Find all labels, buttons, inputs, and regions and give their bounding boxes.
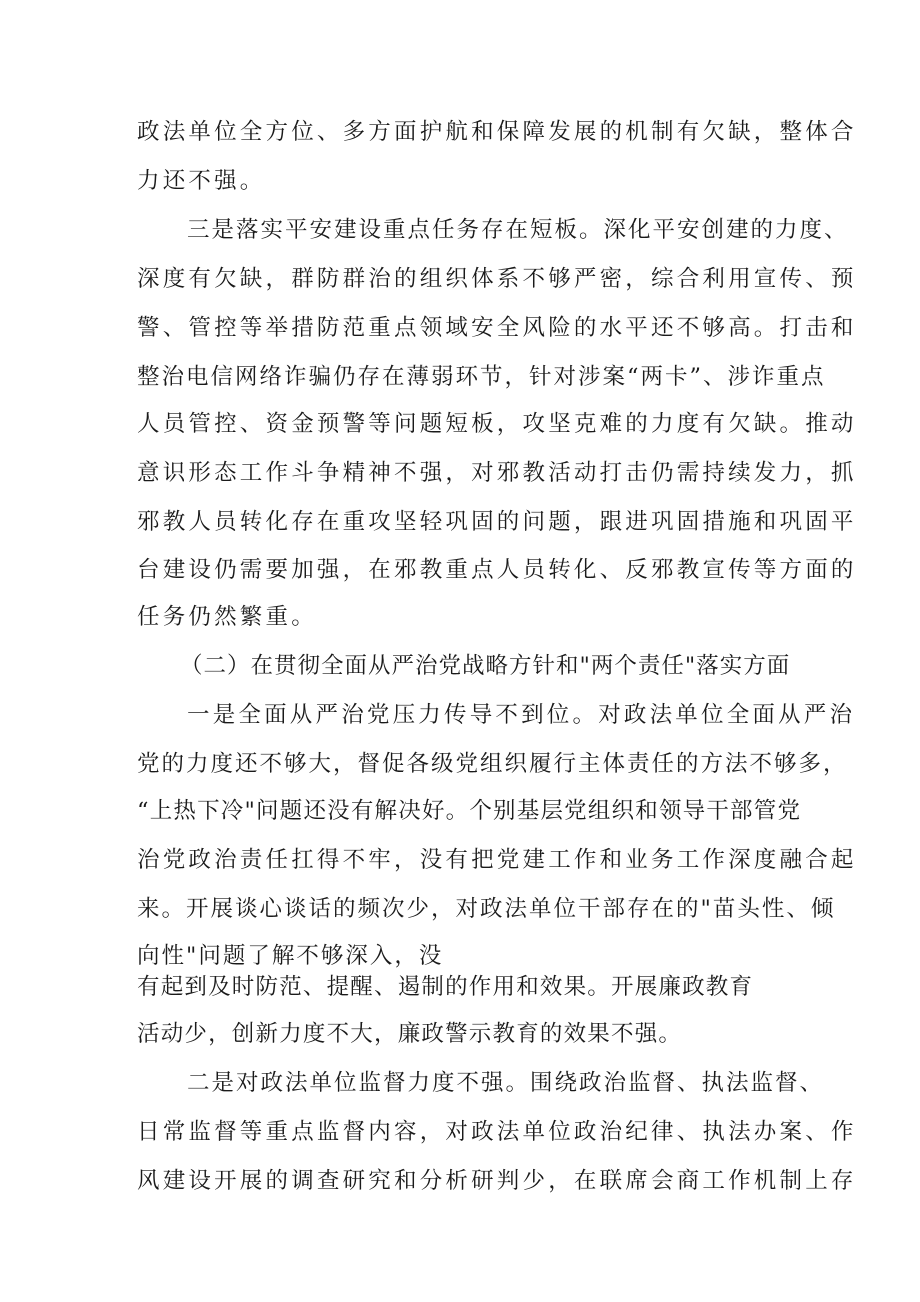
text-line: 向性"问题了解不够深入，没 [137,943,444,969]
section-heading: （二）在贯彻全面从严治党战略方针和"两个责任"落实方面 [180,653,791,679]
text-line: “上热下冷"问题还没有解决好。个别基层党组织和领导干部管党 [137,798,802,824]
text-line: 深度有欠缺，群防群治的组织体系不够严密，综合利用宣传、预 [137,266,857,292]
paragraph-start: 一是全面从严治党压力传导不到位。对政法单位全面从严治 [187,702,856,728]
text-line: 党的力度还不够大，督促各级党组织履行主体责任的方法不够多， [137,751,848,777]
text-line: 政法单位全方位、多方面护航和保障发展的机制有欠缺，整体合 [137,119,857,145]
paragraph-start: 三是落实平安建设重点任务存在短板。深化平安创建的力度、 [187,217,849,243]
text-line: 来。开展谈心谈话的频次少，对政法单位干部存在的"苗头性、倾 [137,896,836,922]
text-line: 治党政治责任扛得不牢，没有把党建工作和业务工作深度融合起 [137,847,857,873]
text-line: 意识形态工作斗争精神不强，对邪教活动打击仍需持续发力，抓 [137,460,857,486]
text-line: 人员管控、资金预警等问题短板，攻坚克难的力度有欠缺。推动 [137,411,857,437]
text-line: 日常监督等重点监督内容，对政法单位政治纪律、执法办案、作 [137,1119,857,1145]
text-line: 任务仍然繁重。 [137,604,317,630]
text-line: 力还不强。 [137,168,266,194]
text-line: 有起到及时防范、提醒、遏制的作用和效果。开展廉政教育 [137,974,754,1000]
paragraph-start: 二是对政法单位监督力度不强。围绕政治监督、执法监督、 [187,1070,825,1096]
text-line: 活动少，创新力度不大，廉政警示教育的效果不强。 [137,1021,683,1047]
text-line: 整治电信网络诈骗仍存在薄弱环节，针对涉案“两卡”、涉诈重点 [137,364,826,390]
text-line: 台建设仍需要加强，在邪教重点人员转化、反邪教宣传等方面的 [137,557,857,583]
text-line: 风建设开展的调查研究和分析研判少，在联席会商工作机制上存 [137,1168,857,1194]
text-line: 警、管控等举措防范重点领域安全风险的水平还不够高。打击和 [137,315,857,341]
text-line: 邪教人员转化存在重攻坚轻巩固的问题，跟进巩固措施和巩固平 [137,509,857,535]
